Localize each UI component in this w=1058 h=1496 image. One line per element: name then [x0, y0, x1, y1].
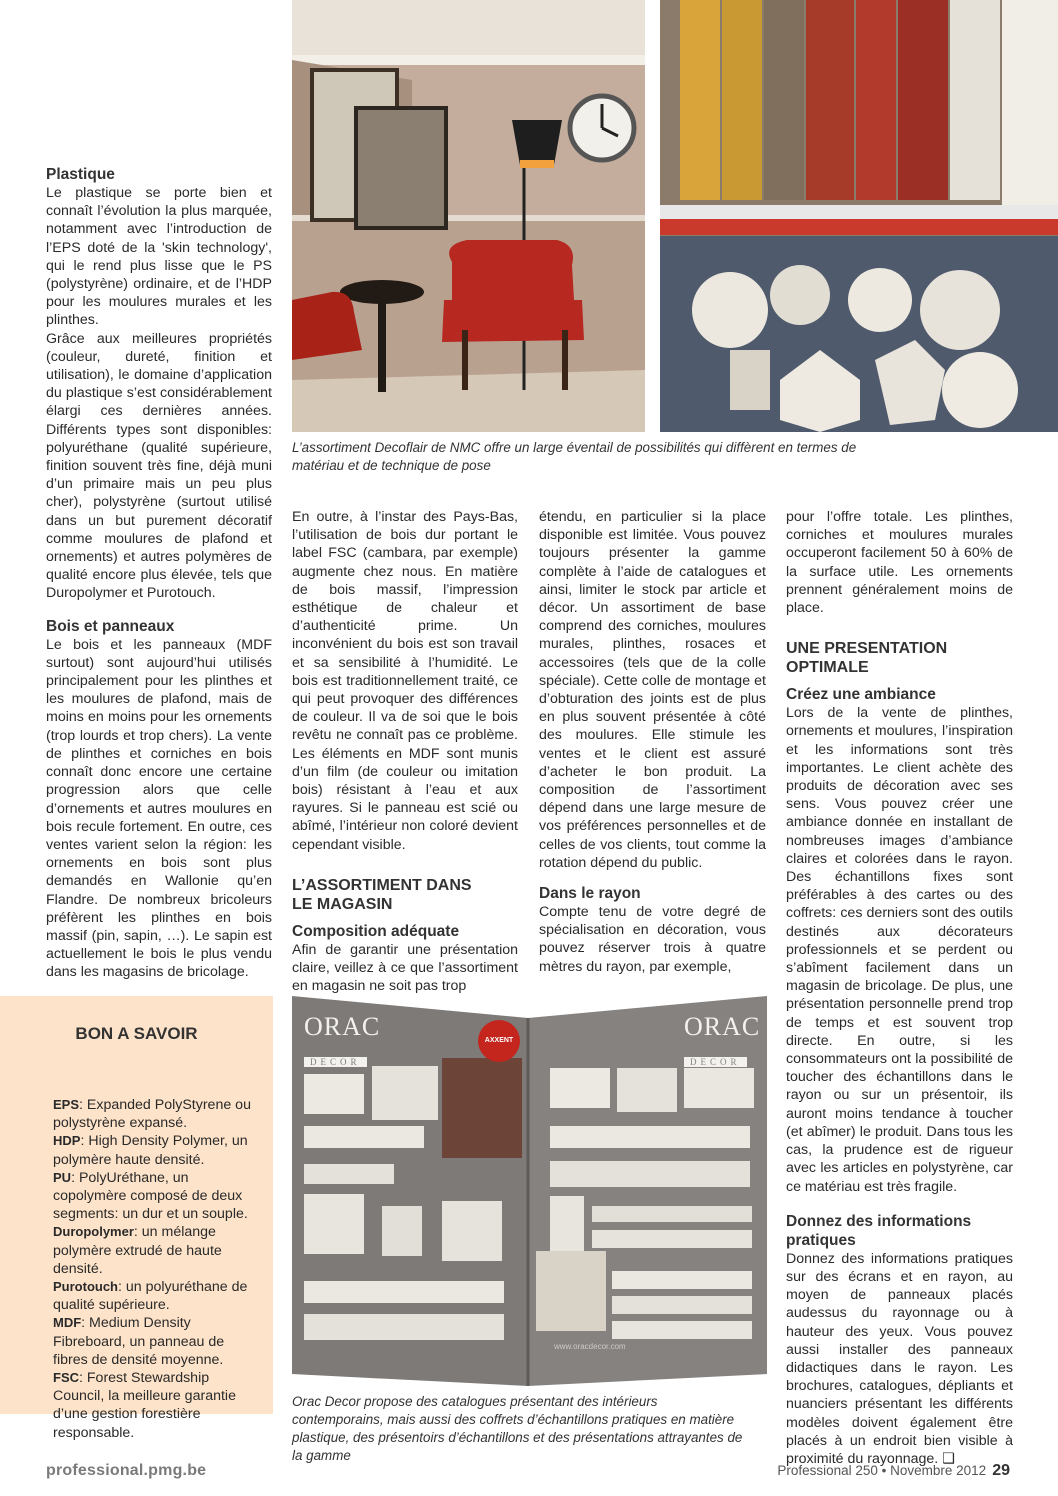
photo-room-interior [292, 0, 645, 432]
footer-issue-text: Professional 250 • Novembre 2012 [777, 1463, 987, 1478]
plastique-paragraph-1: Le plastique se porte bien et connaît l’évolution la plus marquée, notamment avec l’introduction de l’EPS doté de la 'skin technology', qui le rend plus lisse que le PS (polystyrène) ordinaire, et de l’HDP pour les moulures murales et les plinthes. [46, 185, 272, 329]
list-item: PU: PolyUréthane, un copolymère composé de deux segments: un dur et un souple. [53, 1169, 248, 1223]
bois-paragraph-1: Le bois et les panneaux (MDF surtout) sont aujourd’hui utilisés principalement pour les plinthes et les moulures de plafond, mais de moins en moins pour les ornements (trop lourds et trop chers). La vente de plinthes et corniches en bois connaît donc encore une certaine progression alors que celle d’ornements et autres moulures en bois recule fortement. En outre, ces ventes varient selon la région: les ornements en bois sont plus demandés en Wallonie qu’en Flandre. De nombreux bricoleurs préfèrent les plinthes en bois massif (pin, sapin, …). Le sapin est actuellement le bois le plus vendu dans les magasins de bricolage. [46, 636, 272, 981]
info-box-list [53, 1096, 258, 1442]
subheading-dans-le-rayon: Dans le rayon [539, 885, 641, 903]
end-mark: ❑ [942, 1450, 955, 1467]
catalog-badge: AXXENT [478, 1020, 520, 1062]
photo-store-shelves [660, 0, 1058, 432]
subheading-informations: Donnez des informations pratiques [786, 1212, 972, 1249]
col4-paragraph-1: pour l’offre totale. Les plinthes, corniches et moulures murales occuperont facilement 50 à 60% de la surface utile. Les ornements prennent généralement moins de place. [786, 509, 1013, 617]
list-item: Duropolymer: un mélange polymère extrudé de haute densité. [53, 1224, 222, 1277]
list-item: MDF: Medium Density Fibreboard, un panneau de fibres de densité moyenne. [53, 1315, 225, 1368]
col4-paragraph-3: Donnez des informations pratiques sur des écrans et en rayon, au moyen de panneaux placés audessus du rayonnage ou à hauteur des yeux. Vous pouvez aussi installer des panneaux didactiques dans le rayon. Les brochures, catalogues, dépliants et nuanciers présentant les différents modèles doivent également être placés à un endroit bien visible à proximité du rayonnage. ❑ [786, 1250, 1013, 1467]
column-3 [539, 508, 766, 976]
photo-catalog [292, 996, 767, 1386]
column-4 [786, 508, 1013, 1468]
catalog-brand-right: ORAC DECOR [684, 1012, 761, 1067]
catalog-brand-left: ORAC DECOR [304, 1012, 381, 1067]
catalog-url: www.oracdecor.com [554, 1342, 626, 1351]
caption-top: L’assortiment Decoflair de NMC offre un large éventail de possibilités qui diffèrent en termes de matériau et de technique de pose [292, 440, 857, 473]
info-box-title: BON A SAVOIR [75, 1024, 198, 1043]
col4-paragraph-2: Lors de la vente de plinthes, ornements et moulures, l’inspiration et les informations sont très importantes. Le client achète des produits de décoration avec ses sens. Vous pouvez créer une ambiance donnée en installant de nombreuses images d’ambiance claires et colorées dans le rayon. Des échantillons fixes sont préférables à des cartes ou des coffrets: ces derniers sont des outils destinés aux décorateurs professionnels et se perdent ou s’abîment facilement dans un magasin de bricolage. De plus, une présentation personnelle prend trop de temps et est souvent trop directe. En outre, si les consommateurs ont la possibilité de toucher des échantillons dans le rayon ou sur un présentoir, ils auront moins tendance à toucher (et abîmer) le produit. Dans tous les cas, la prudence est de rigueur avec les articles en polystyrène, car ce matériau est très fragile. [786, 705, 1013, 1195]
caption-bottom: Orac Decor propose des catalogues présentant des intérieurs contemporains, mais aussi des coffrets d’échantillons pratiques en matière plastique, des présentoirs d’échantillons et des présentations attrayantes de la gamme [292, 1394, 743, 1463]
subheading-ambiance: Créez une ambiance [786, 686, 936, 704]
col2-paragraph-1: En outre, à l’instar des Pays-Bas, l’utilisation de bois dur portant le label FSC (cambara, par exemple) augmente chez nous. En matière de bois massif, l’impression esthétique de chaleur et d’authenticité prime. Un inconvénient du bois est son travail et sa sensibilité à l’humidité. Le bois est traditionnellement traité, ce qui peut provoquer des différences de couleur. Il va de soi que le bois revêtu ne connaît pas ce problème. Les éléments en MDF sont munis d’un film (de couleur ou imitation bois) résistant à l’eau et aux rayures. Si le panneau est scié ou abîmé, l’intérieur non coloré devient cependant visible. [292, 509, 518, 853]
list-item: HDP: High Density Polymer, un polymère haute densité. [53, 1133, 248, 1168]
plastique-paragraph-2: Grâce aux meilleures propriétés (couleur, dureté, finition et utilisation), le domaine d’application du plastique s’est considérablement élargi ces dernières années. Différents types sont disponibles: polyuréthane (qualité supérieure, finition souvent très fine, déjà muni d’un primaire mais un peu plus cher), polystyrène (surtout utilisé dans un but purement décoratif comme moulures de plafond et ornements) et autres polymères de qualité encore plus élevée, tels que Duropolymer et Purotouch. [46, 330, 272, 602]
footer-site: professional.pmg.be [46, 1462, 207, 1479]
col3-paragraph-1: étendu, en particulier si la place disponible est limitée. Vous pouvez toujours présenter la gamme complète à l’aide de catalogues et ainsi, limiter le stock par article et décor. Un assortiment de base comprend des corniches, moulures murales, plinthes, rosaces et accessoires (tels que de la colle spéciale). Cette colle de montage et d’obturation des joints est de plus en plus souvent présentée à côté des moulures. Elle stimule les ventes et le client est assuré d’acheter le bon produit. La composition de l’assortiment dépend dans une large mesure de vos préférences personnelles et de celles de vos clients, tout comme la rotation dépend du public. [539, 509, 766, 871]
list-item: Purotouch: un polyuréthane de qualité supérieure. [53, 1279, 248, 1314]
list-item: FSC: Forest Stewardship Council, la meilleure garantie d’une gestion forestière responsable. [53, 1370, 236, 1441]
heading-plastique: Plastique [46, 166, 115, 183]
column-1 [46, 165, 272, 982]
section-heading-presentation: UNE PRESENTATION OPTIMALE [786, 640, 948, 677]
column-2 [292, 508, 518, 995]
col2-paragraph-2: Afin de garantir une présentation claire, veillez à ce que l’assortiment en magasin ne soit pas trop [292, 941, 518, 995]
page-number: 29 [992, 1462, 1010, 1479]
subheading-composition: Composition adéquate [292, 922, 460, 940]
info-box [0, 996, 273, 1441]
list-item: EPS: Expanded PolyStyrene ou polystyrène expansé. [53, 1097, 251, 1132]
room-illustration [292, 0, 645, 432]
section-heading-assortiment: L’ASSORTIMENT DANS LE MAGASIN [292, 876, 472, 913]
col3-paragraph-2: Compte tenu de votre degré de spécialisation en décoration, vous pouvez réserver trois à quatre mètres du rayon, par exemple, [539, 904, 766, 975]
shelves-illustration [660, 0, 1058, 432]
heading-bois: Bois et panneaux [46, 617, 175, 635]
footer-issue [777, 1462, 1010, 1480]
